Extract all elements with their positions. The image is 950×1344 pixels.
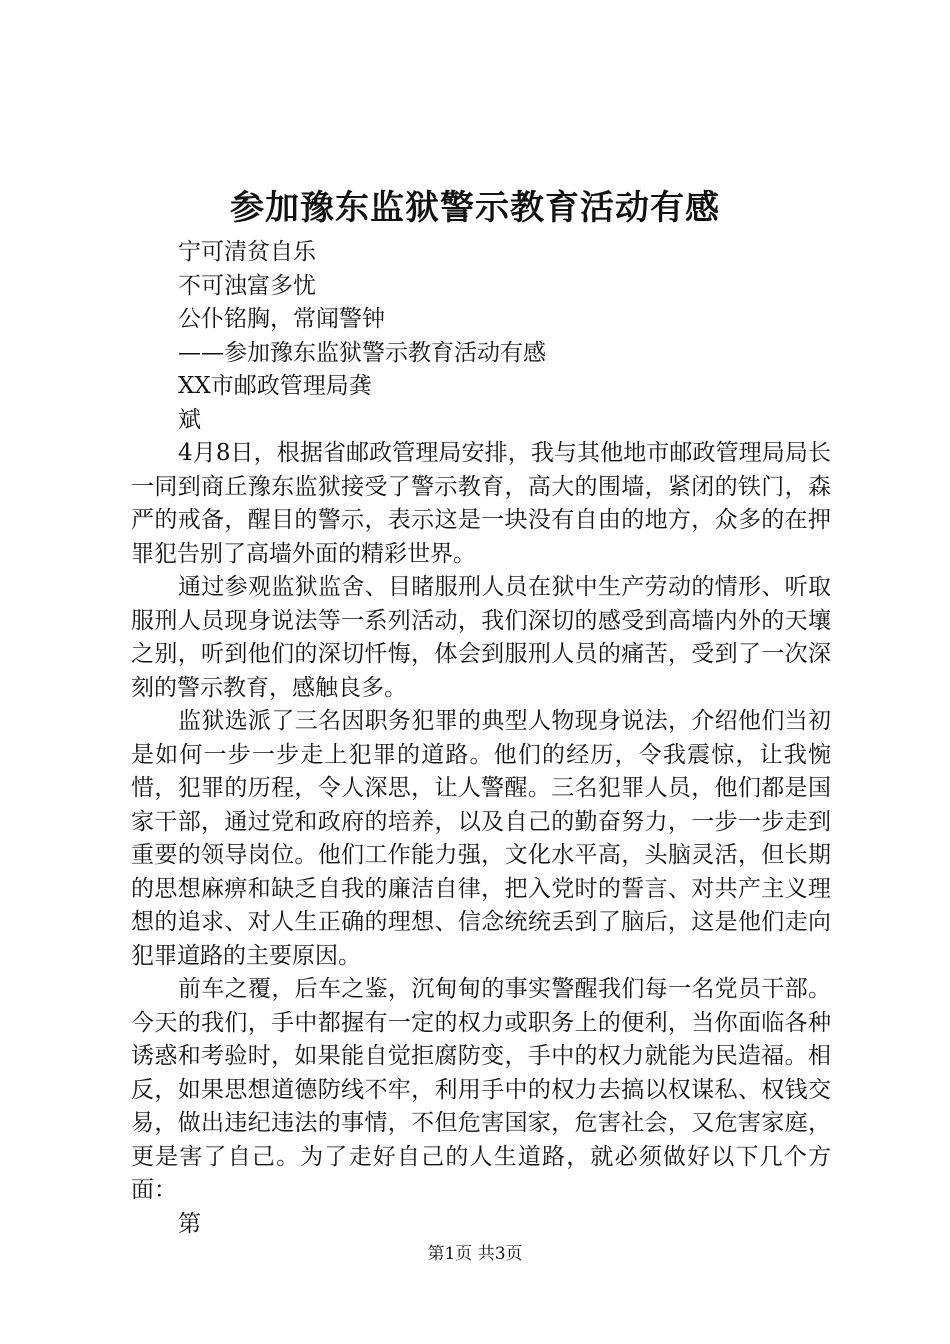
document-body [131, 236, 831, 1241]
motto-line-2: 不可浊富多忧 [178, 272, 316, 299]
body-paragraph-2: 通过参观监狱监舍、目睹服刑人员在狱中生产劳动的情形、听取服刑人员现身说法等一系列活动，我们深切的感受到高墙内外的天壤之别，听到他们的深切忏悔，体会到服刑人员的痛苦，受到了一次深刻的警示教育，感触良多。 [131, 574, 831, 701]
author-line: XX市邮政管理局龚 [178, 373, 372, 399]
body-paragraph-1: 4月8日，根据省邮政管理局安排，我与其他地市邮政管理局局长一同到商丘豫东监狱接受了警示教育，高大的围墙，紧闭的铁门，森严的戒备，醒目的警示，表示这是一块没有自由的地方，众多的在押罪犯告别了高墙外面的精彩世界。 [131, 440, 831, 567]
page-footer: 第1页 共3页 [427, 1244, 523, 1264]
author-name-line: 斌 [178, 406, 201, 433]
motto-line-3: 公仆铭胸，常闻警钟 [178, 306, 385, 332]
body-paragraph-3: 监狱选派了三名因职务犯罪的典型人物现身说法，介绍他们当初是如何一步一步走上犯罪的道路。他们的经历，令我震惊，让我惋惜，犯罪的历程，令人深思，让人警醒。三名犯罪人员，他们都是国家干部，通过党和政府的培养，以及自己的勤奋努力，一步一步走到重要的领导岗位。他们工作能力强，文化水平高，头脑灵活，但长期的思想麻痹和缺乏自我的廉洁自律，把入党时的誓言、对共产主义理想的追求、对人生正确的理想、信念统统丢到了脑后，这是他们走向犯罪道路的主要原因。 [131, 708, 831, 969]
body-paragraph-4: 前车之覆，后车之鉴，沉甸甸的事实警醒我们每一名党员干部。今天的我们，手中都握有一定的权力或职务上的便利，当你面临各种诱惑和考验时，如果能自觉拒腐防变，手中的权力就能为民造福。相反，如果思想道德防线不牢，利用手中的权力去搞以权谋私、权钱交易，做出违纪违法的事情，不但危害国家，危害社会，又危害家庭，更是害了自己。为了走好自己的人生道路，就必须做好以下几个方面： [131, 976, 831, 1203]
body-paragraph-5: 第 [178, 1210, 201, 1237]
subtitle-line: ——参加豫东监狱警示教育活动有感 [178, 339, 546, 366]
document-title: 参加豫东监狱警示教育活动有感 [230, 188, 720, 228]
motto-line-1: 宁可清贫自乐 [178, 239, 316, 265]
